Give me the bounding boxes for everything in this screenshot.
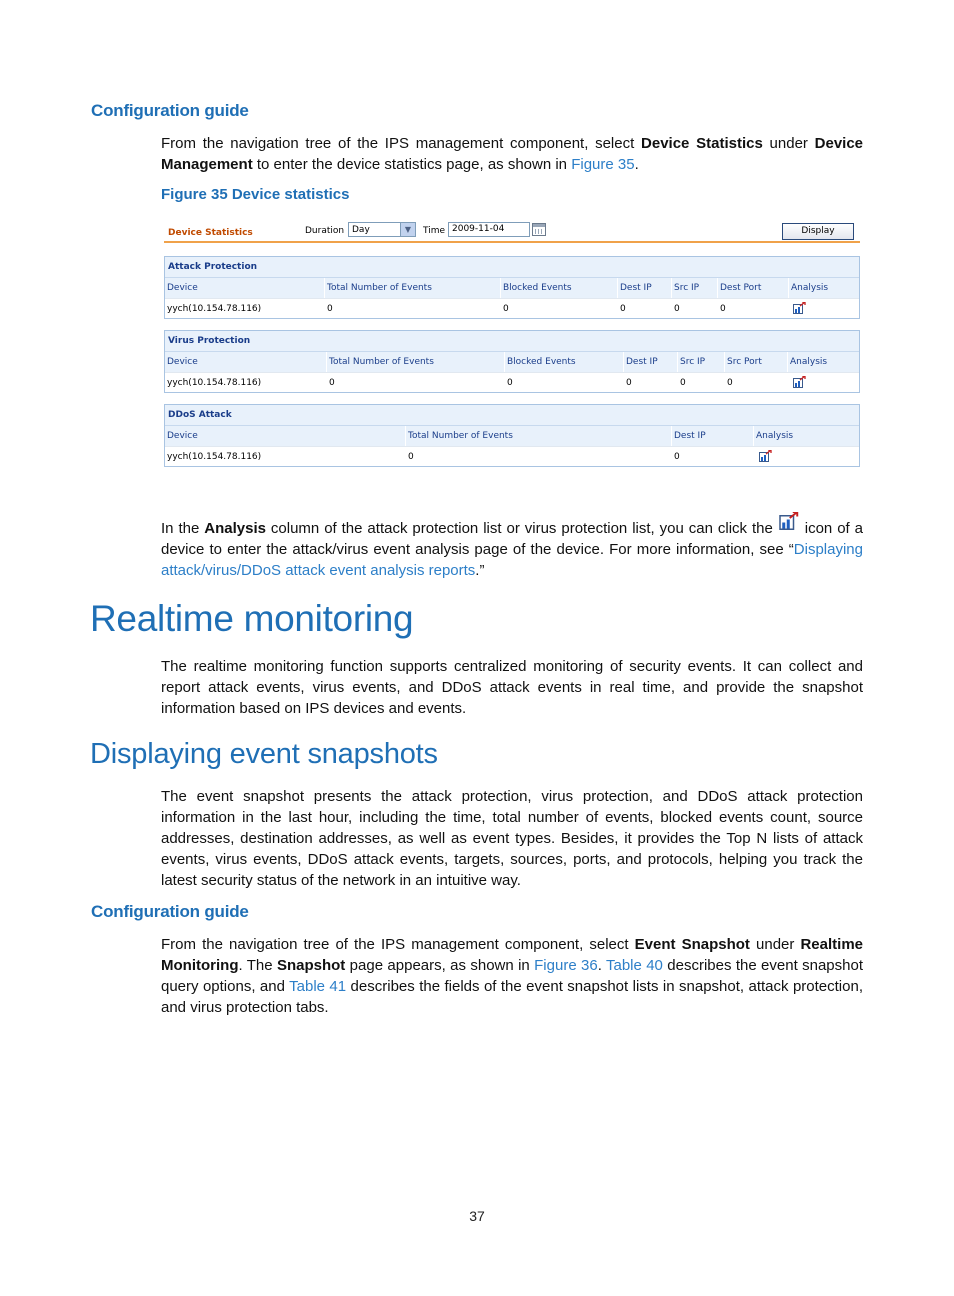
- device-cell: yych(10.154.78.116): [167, 378, 262, 388]
- column-header: Blocked Events: [503, 283, 572, 293]
- column-header: Analysis: [790, 357, 828, 367]
- table-header: [165, 278, 859, 299]
- table-cell: 0: [674, 304, 680, 314]
- bold-analysis: Analysis: [204, 520, 266, 537]
- time-label: Time: [423, 226, 446, 236]
- table-row: [165, 447, 859, 466]
- text-run: under: [749, 936, 801, 953]
- link-table-41[interactable]: Table 41: [289, 978, 347, 995]
- text-run: describes the event snapshot query options, and: [161, 957, 863, 995]
- panel-title: Virus Protection: [165, 331, 859, 352]
- column-header: Dest IP: [626, 357, 658, 367]
- table-header: [165, 352, 859, 373]
- text-run: In the: [161, 520, 205, 537]
- column-header: Src IP: [674, 283, 700, 293]
- virus-protection-panel: [164, 330, 860, 393]
- duration-value: Day: [352, 225, 370, 235]
- panel-title: Attack Protection: [165, 257, 859, 278]
- figure-caption: Figure 35 Device statistics: [161, 186, 350, 203]
- chevron-down-icon[interactable]: ▼: [400, 223, 415, 236]
- table-row: [165, 299, 859, 318]
- time-input[interactable]: 2009-11-04: [448, 222, 530, 237]
- section-heading-configuration-guide: Configuration guide: [91, 101, 249, 120]
- page-number: 37: [469, 1208, 485, 1224]
- text-run: page appears, as shown in: [345, 957, 535, 974]
- table-header: [165, 426, 859, 447]
- text-run: .: [597, 957, 606, 974]
- attack-protection-panel: [164, 256, 860, 319]
- panel-title: DDoS Attack: [165, 405, 859, 426]
- bold-realtime-monitoring: Realtime Monitoring: [161, 936, 863, 974]
- device-statistics-screenshot: [164, 218, 860, 468]
- text-run: icon of a device to enter the attack/virus event analysis page of the device. For more information, see “: [161, 520, 863, 558]
- table-row: [165, 373, 859, 392]
- chart-analysis-icon[interactable]: [759, 450, 772, 462]
- column-header: Device: [167, 283, 198, 293]
- column-header: Total Number of Events: [408, 431, 513, 441]
- toolbar-divider: [164, 241, 860, 243]
- text-run: .: [634, 156, 639, 173]
- device-statistics-toolbar: [164, 218, 860, 244]
- table-cell: 0: [408, 452, 414, 462]
- section-heading-configuration-guide-2: Configuration guide: [91, 902, 249, 921]
- heading-displaying-event-snapshots: Displaying event snapshots: [90, 738, 438, 770]
- text-run: From the navigation tree of the IPS management component, select: [161, 135, 642, 152]
- snapshot-paragraph: The event snapshot presents the attack protection, virus protection, and DDoS attack protection information in the last hour, including the time, total number of events, blocked events count, source addresses, destination addresses, as well as event types. Besides, it provides the Top N lists of attack events, virus events, DDoS attack events, targets, sources, ports, and protocols, helping you track the latest security status of the network in an intuitive way.: [161, 788, 863, 889]
- text-run: From the navigation tree of the IPS management component, select: [161, 936, 635, 953]
- calendar-icon[interactable]: [532, 223, 546, 236]
- column-header: Dest IP: [620, 283, 652, 293]
- heading-realtime-monitoring: Realtime monitoring: [90, 598, 414, 639]
- column-header: Dest IP: [674, 431, 706, 441]
- chart-analysis-icon[interactable]: [793, 302, 806, 314]
- intro-paragraph: [161, 133, 863, 175]
- column-header: Total Number of Events: [329, 357, 434, 367]
- text-run: under: [762, 135, 815, 152]
- bold-event-snapshot: Event Snapshot: [634, 936, 750, 953]
- chart-analysis-icon[interactable]: [793, 376, 806, 388]
- table-cell: 0: [720, 304, 726, 314]
- column-header: Src Port: [727, 357, 762, 367]
- duration-label: Duration: [305, 226, 345, 236]
- text-run: describes the fields of the event snapshot lists in snapshot, attack protection, and virus protection tabs.: [161, 978, 863, 1016]
- column-header: Src IP: [680, 357, 706, 367]
- table-cell: 0: [727, 378, 733, 388]
- device-cell: yych(10.154.78.116): [167, 452, 262, 462]
- chart-analysis-icon: [778, 518, 800, 536]
- analysis-paragraph: [161, 518, 863, 581]
- column-header: Analysis: [791, 283, 829, 293]
- table-cell: 0: [626, 378, 632, 388]
- text-run: column of the attack protection list or virus protection list, you can click the: [265, 520, 778, 537]
- table-cell: 0: [620, 304, 626, 314]
- realtime-paragraph: The realtime monitoring function supports centralized monitoring of security events. It can collect and report attack events, virus events, and DDoS attack events in real time, and provide the snapshot information based on IPS devices and events.: [161, 658, 863, 717]
- bold-device-statistics: Device Statistics: [641, 135, 763, 152]
- link-table-40[interactable]: Table 40: [605, 957, 663, 974]
- snapshot-config-paragraph: [161, 934, 863, 1018]
- ddos-attack-panel: [164, 404, 860, 467]
- duration-select[interactable]: [348, 222, 416, 237]
- device-cell: yych(10.154.78.116): [167, 304, 262, 314]
- column-header: Device: [167, 357, 198, 367]
- link-figure-35[interactable]: Figure 35: [571, 156, 635, 173]
- text-run: .”: [475, 562, 485, 579]
- column-header: Analysis: [756, 431, 794, 441]
- bold-snapshot: Snapshot: [276, 957, 346, 974]
- table-cell: 0: [674, 452, 680, 462]
- column-header: Device: [167, 431, 198, 441]
- text-run: . The: [238, 957, 277, 974]
- toolbar-title: Device Statistics: [168, 228, 253, 238]
- column-header: Dest Port: [720, 283, 762, 293]
- table-cell: 0: [327, 304, 333, 314]
- table-cell: 0: [507, 378, 513, 388]
- link-displaying-reports[interactable]: Displaying attack/virus/DDoS attack event analysis reports: [161, 541, 863, 579]
- bold-device-management: Device Management: [161, 135, 864, 173]
- table-cell: 0: [503, 304, 509, 314]
- table-cell: 0: [329, 378, 335, 388]
- display-button[interactable]: Display: [782, 223, 854, 240]
- table-cell: 0: [680, 378, 686, 388]
- text-run: to enter the device statistics page, as shown in: [252, 156, 572, 173]
- column-header: Blocked Events: [507, 357, 576, 367]
- column-header: Total Number of Events: [327, 283, 432, 293]
- link-figure-36[interactable]: Figure 36: [534, 957, 598, 974]
